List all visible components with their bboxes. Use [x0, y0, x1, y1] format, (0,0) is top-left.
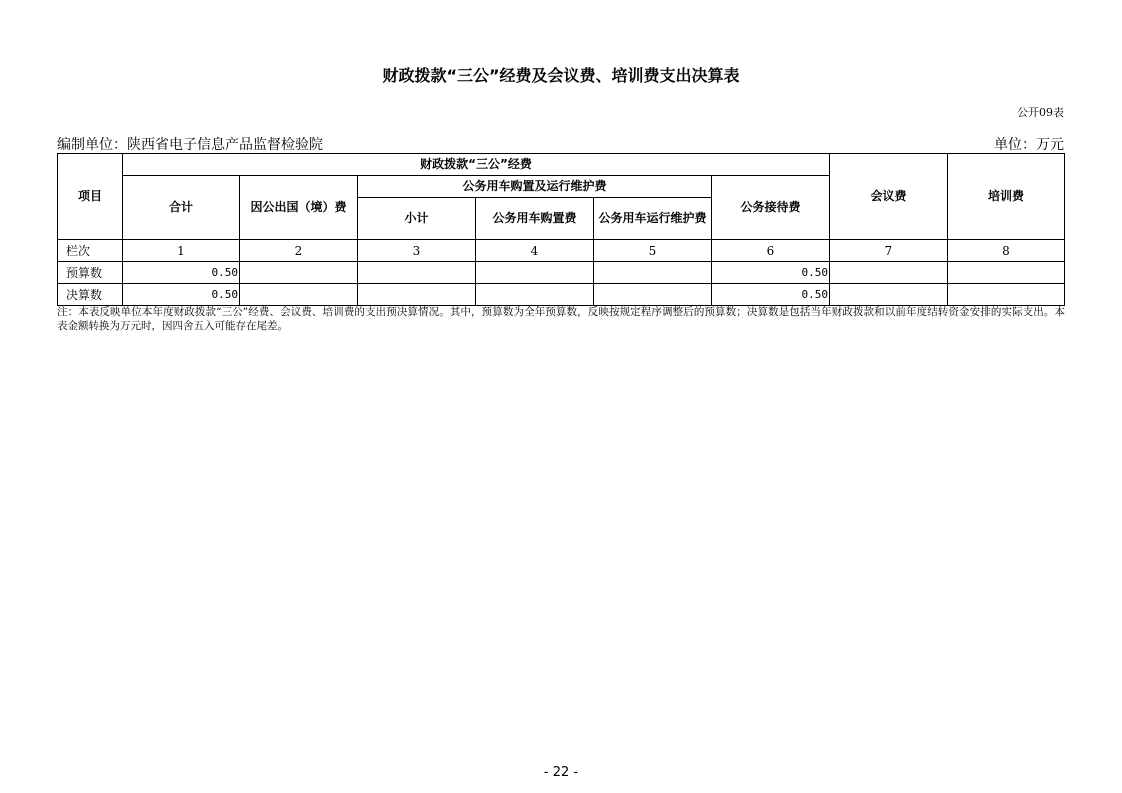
expenditure-table [57, 153, 1065, 306]
header-three-public-group: 财政拨款“三公”经费 [123, 154, 830, 176]
cell-final-vehicle-purchase [476, 284, 594, 306]
cell-final-vehicle-subtotal [358, 284, 476, 306]
header-meeting: 会议费 [830, 154, 948, 240]
cell-final-training [948, 284, 1065, 306]
index-cell: 2 [240, 240, 358, 262]
cell-final-reception: 0.50 [712, 284, 830, 306]
header-overseas: 因公出国（境）费 [240, 176, 358, 240]
compiler-unit: 编制单位：陕西省电子信息产品监督检验院 [57, 137, 323, 153]
cell-final-overseas [240, 284, 358, 306]
index-cell: 3 [358, 240, 476, 262]
money-unit: 单位：万元 [994, 137, 1064, 153]
header-vehicle-group: 公务用车购置及运行维护费 [358, 176, 712, 198]
cell-budget-total: 0.50 [123, 262, 240, 284]
cell-final-meeting [830, 284, 948, 306]
cell-budget-vehicle-purchase [476, 262, 594, 284]
header-item: 项目 [58, 154, 123, 240]
cell-final-total: 0.50 [123, 284, 240, 306]
table-row-final [58, 284, 1065, 306]
header-vehicle-subtotal: 小计 [358, 198, 476, 240]
index-cell: 4 [476, 240, 594, 262]
header-reception: 公务接待费 [712, 176, 830, 240]
index-row-label: 栏次 [58, 240, 123, 262]
index-cell: 5 [594, 240, 712, 262]
cell-budget-training [948, 262, 1065, 284]
page-number: - 22 - [543, 765, 579, 780]
index-cell: 7 [830, 240, 948, 262]
cell-budget-overseas [240, 262, 358, 284]
header-training: 培训费 [948, 154, 1065, 240]
header-vehicle-purchase: 公务用车购置费 [476, 198, 594, 240]
header-total: 合计 [123, 176, 240, 240]
table-note: 注：本表反映单位本年度财政拨款“三公”经费、会议费、培训费的支出预决算情况。其中，预算数为全年预算数，反映按规定程序调整后的预算数；决算数是包括当年财政拨款和以前年度结转资金安排的实际支出。本表金额转换为万元时，因四舍五入可能存在尾差。 [57, 306, 1065, 332]
cell-budget-reception: 0.50 [712, 262, 830, 284]
index-row [58, 240, 1065, 262]
cell-budget-meeting [830, 262, 948, 284]
header-vehicle-operation: 公务用车运行维护费 [594, 198, 712, 240]
index-cell: 8 [948, 240, 1065, 262]
form-code: 公开09表 [1017, 106, 1064, 119]
row-label-final: 决算数 [58, 284, 123, 306]
index-cell: 6 [712, 240, 830, 262]
cell-budget-vehicle-subtotal [358, 262, 476, 284]
page-title: 财政拨款“三公”经费及会议费、培训费支出决算表 [382, 66, 740, 85]
index-cell: 1 [123, 240, 240, 262]
cell-budget-vehicle-operation [594, 262, 712, 284]
cell-final-vehicle-operation [594, 284, 712, 306]
row-label-budget: 预算数 [58, 262, 123, 284]
table-row-budget [58, 262, 1065, 284]
